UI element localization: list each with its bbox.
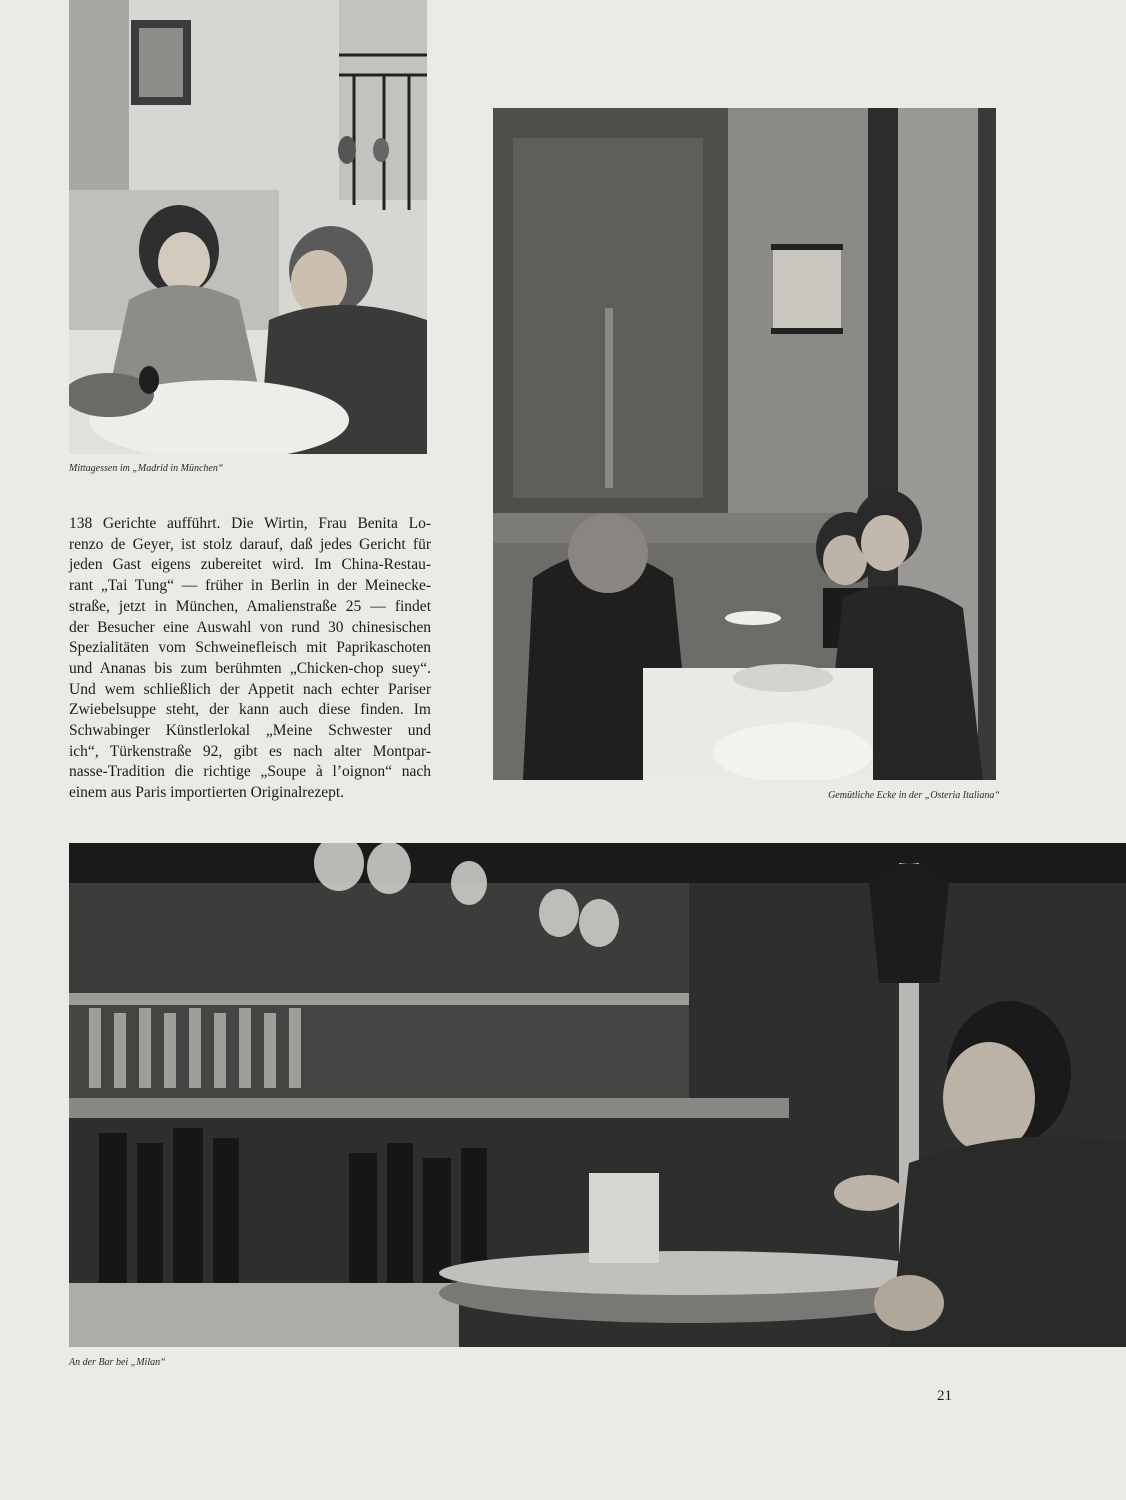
photo-osteria-italiana: [493, 108, 996, 780]
caption-milan: An der Bar bei „Milan“: [69, 1357, 166, 1368]
body-line: 138 Gerichte aufführt. Die Wirtin, Frau Benita Lo-: [69, 515, 431, 532]
body-line: Zwiebelsuppe steht, der kann auch diese finden. Im: [69, 701, 431, 719]
page-number: 21: [937, 1388, 952, 1404]
photo-madrid-image: [69, 0, 427, 454]
body-line: jeden Gast eigens zubereitet wird. Im China-Restau-: [69, 556, 431, 574]
photo-osteria-image: [493, 108, 996, 780]
caption-madrid: Mittagessen im „Madrid in München“: [69, 463, 224, 474]
photo-madrid-restaurant: [69, 0, 427, 454]
body-line: ich“, Türkenstraße 92, gibt es nach alter Montpar-: [69, 742, 431, 760]
body-line: Spezialitäten vom Schweinefleisch mit Paprikaschoten: [69, 639, 431, 657]
body-line: und Ananas bis zum berühmten „Chicken-chop suey“.: [69, 659, 431, 677]
photo-milan-image: [69, 843, 1126, 1347]
body-line: straße, jetzt in München, Amalienstraße 25 — findet: [69, 597, 431, 615]
body-line: nasse-Tradition die richtige „Soupe à l’oignon“ nach: [69, 763, 431, 781]
article-body-text: [69, 514, 431, 804]
caption-osteria: Gemütliche Ecke in der „Osteria Italiana“: [828, 790, 1000, 801]
photo-milan-bar: [69, 843, 1126, 1347]
body-line: der Besucher eine Auswahl von rund 30 chinesischen: [69, 618, 431, 636]
body-line: rant „Tai Tung“ — früher in Berlin in der Meinecke-: [69, 577, 431, 595]
body-line: Schwabinger Künstlerlokal „Meine Schwester und: [69, 722, 431, 740]
body-line: einem aus Paris importierten Originalrezept.: [69, 784, 345, 802]
body-line: Und wem schließlich der Appetit nach echter Pariser: [69, 680, 431, 698]
body-line: renzo de Geyer, ist stolz darauf, daß jedes Gericht für: [69, 535, 431, 553]
